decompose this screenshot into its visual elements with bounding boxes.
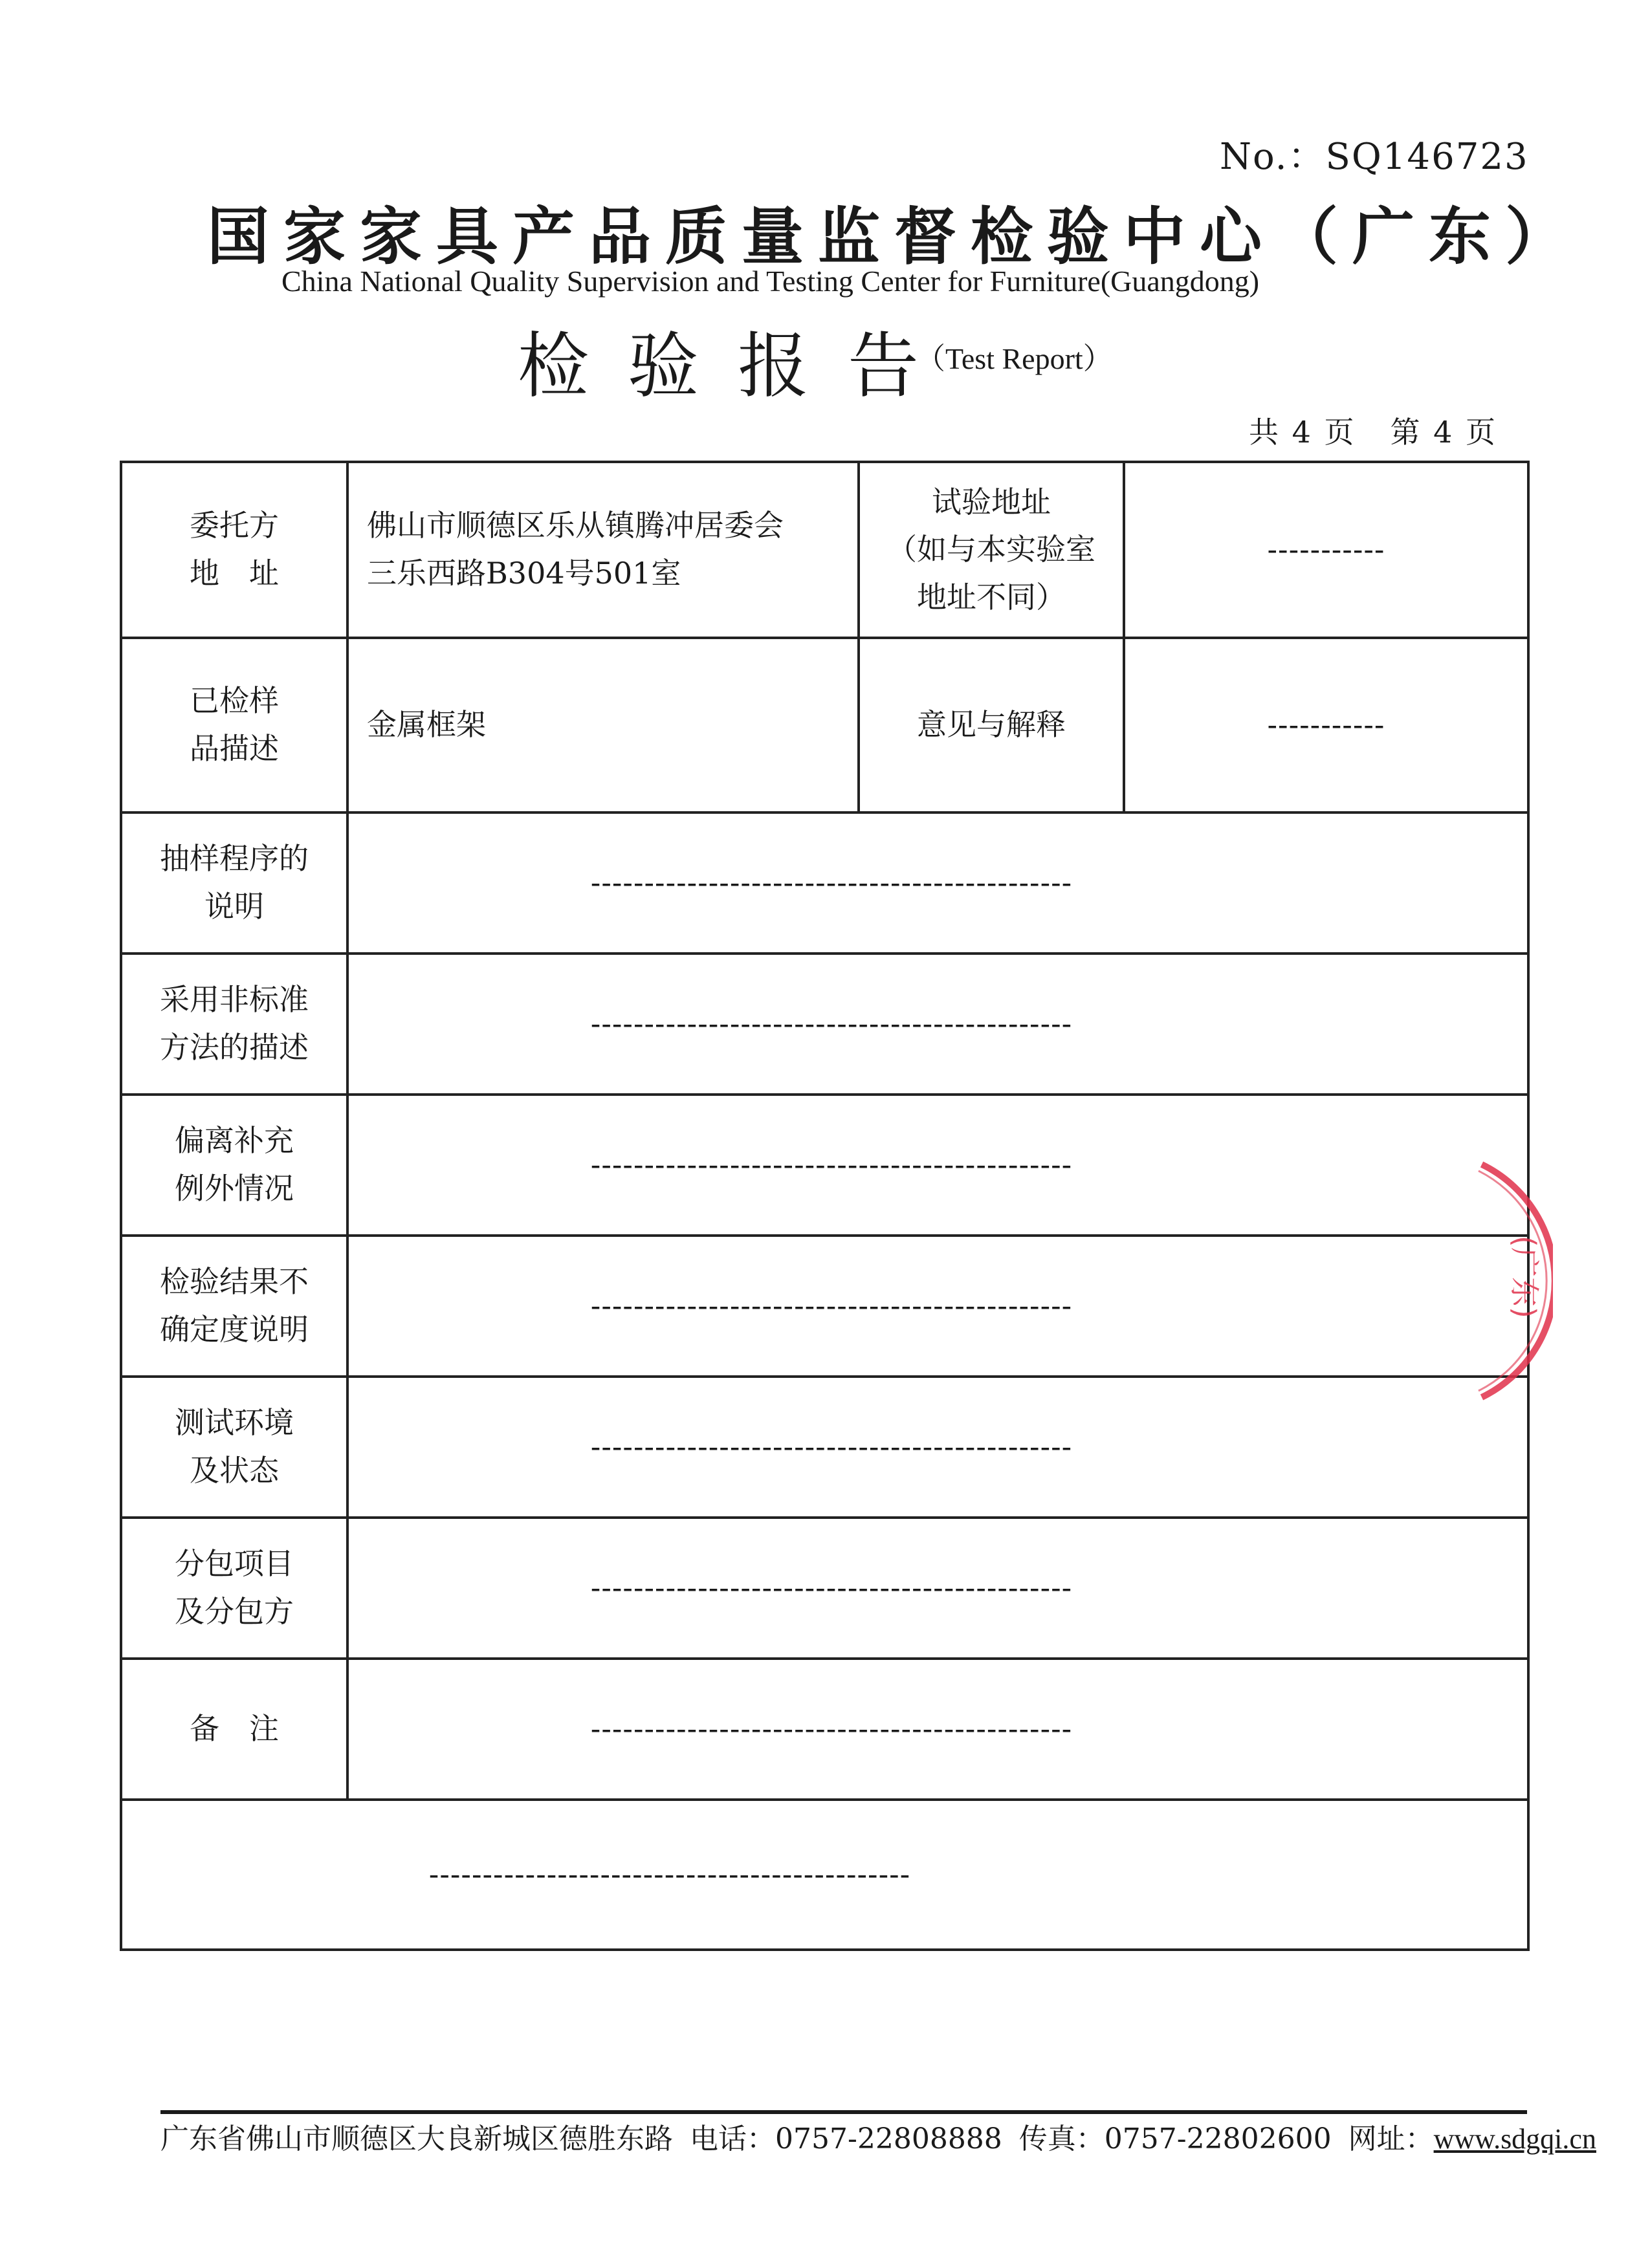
row-label: 检验结果不 确定度说明 <box>121 1236 347 1377</box>
row-value: --------------------------------------------- <box>347 812 1528 954</box>
footer-divider <box>160 2110 1527 2114</box>
footer <box>160 2115 1596 2157</box>
page-info <box>1249 409 1495 452</box>
row-value: --------------------------------------------- <box>347 954 1528 1095</box>
table-row <box>121 462 1528 638</box>
footer-website-label: 网址： <box>1348 2122 1434 2155</box>
sample-desc-label: 已检样 品描述 <box>121 638 347 812</box>
table-row <box>121 1095 1528 1236</box>
opinion-label: 意见与解释 <box>859 638 1124 812</box>
report-title-en: （Test Report） <box>916 342 1113 375</box>
footer-website-link[interactable]: www.sdgqi.cn <box>1433 2123 1596 2155</box>
center-title-en: China National Quality Supervision and Testing Center for Furniture(Guangdong) <box>281 265 1260 298</box>
report-title: 检验报告 <box>518 325 958 408</box>
table-row <box>121 1659 1528 1800</box>
footer-fax: 传真：0757-22802600 <box>1018 2122 1332 2155</box>
svg-text:(广东): (广东) <box>1507 1236 1542 1318</box>
remarks-value: --------------------------------------------- <box>347 1659 1528 1800</box>
row-value: --------------------------------------------- <box>347 1377 1528 1518</box>
row-label: 偏离补充 例外情况 <box>121 1095 347 1236</box>
row-value: --------------------------------------------- <box>347 1518 1528 1659</box>
table-row <box>121 812 1528 954</box>
report-number: No.：SQ146723 <box>1220 136 1529 178</box>
row-value: --------------------------------------------- <box>347 1236 1528 1377</box>
table-row <box>121 1800 1528 1950</box>
table-row <box>121 638 1528 812</box>
table-row <box>121 954 1528 1095</box>
page-current: 第 4 页 <box>1390 415 1496 450</box>
client-address-value: 佛山市顺德区乐从镇腾冲居委会 三乐西路B304号501室 <box>347 462 859 638</box>
last-row-value: --------------------------------------------- <box>121 1800 1528 1950</box>
remarks-label: 备 注 <box>121 1659 347 1800</box>
row-value: --------------------------------------------- <box>347 1095 1528 1236</box>
center-title-cn: 国家家具产品质量监督检验中心（广东） <box>207 200 1581 273</box>
report-table <box>120 461 1530 1951</box>
opinion-value: ----------- <box>1124 638 1528 812</box>
row-label: 分包项目 及分包方 <box>121 1518 347 1659</box>
row-label: 测试环境 及状态 <box>121 1377 347 1518</box>
table-row <box>121 1377 1528 1518</box>
seal-stamp <box>1385 1151 1553 1410</box>
table-row <box>121 1236 1528 1377</box>
footer-phone: 电话：0757-22808888 <box>690 2122 1002 2155</box>
page-total: 共 4 页 <box>1249 415 1354 450</box>
test-address-label: 试验地址 （如与本实验室 地址不同） <box>859 462 1124 638</box>
test-address-value: ----------- <box>1124 462 1528 638</box>
row-label: 抽样程序的 说明 <box>121 812 347 954</box>
sample-desc-value: 金属框架 <box>347 638 859 812</box>
row-label: 采用非标准 方法的描述 <box>121 954 347 1095</box>
footer-address: 广东省佛山市顺德区大良新城区德胜东路 <box>160 2122 673 2155</box>
client-address-label: 委托方 地 址 <box>121 462 347 638</box>
table-row <box>121 1518 1528 1659</box>
